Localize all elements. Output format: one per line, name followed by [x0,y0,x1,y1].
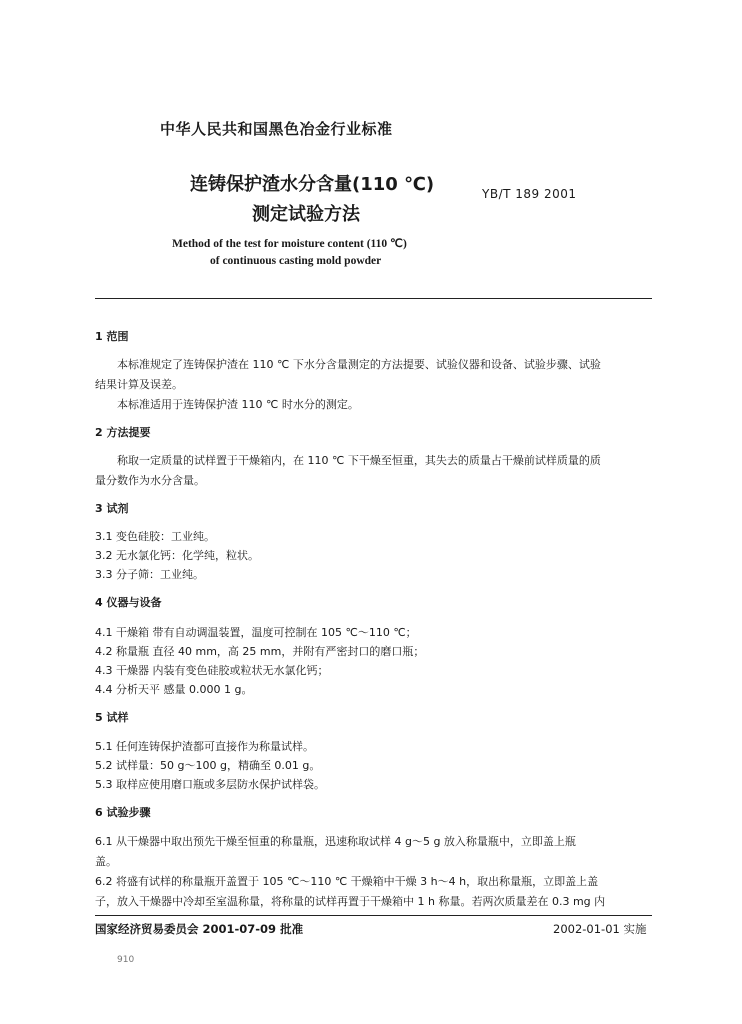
standard-number: YB/T 189 2001 [482,187,577,201]
section-4-heading: 4 仪器与设备 [95,596,162,609]
section-5-item: 5.3 取样应使用磨口瓶或多层防水保护试样袋。 [95,778,325,791]
footer-divider [95,915,652,916]
section-4-item: 4.2 称量瓶 直径 40 mm，高 25 mm，并附有严密封口的磨口瓶； [95,645,425,658]
section-2-paragraph-1: 称取一定质量的试样置于干燥箱内，在 110 ℃ 下干燥至恒重，其失去的质量占干燥前试样质量的质 [117,454,601,467]
section-4-item: 4.3 干燥器 内装有变色硅胶或粒状无水氯化钙； [95,664,329,677]
english-title-line1: Method of the test for moisture content (110 ℃) [172,238,407,250]
section-1-paragraph-2: 本标准适用于连铸保护渣 110 ℃ 时水分的测定。 [117,398,359,411]
section-5-heading: 5 试样 [95,711,129,724]
section-3-item: 3.1 变色硅胶：工业纯。 [95,530,215,543]
section-3-item: 3.2 无水氯化钙：化学纯，粒状。 [95,549,259,562]
section-4-item: 4.4 分析天平 感量 0.000 1 g。 [95,683,253,696]
section-3-heading: 3 试剂 [95,502,129,515]
section-6-2-paragraph: 6.2 将盛有试样的称量瓶开盖置于 105 ℃～110 ℃ 干燥箱中干燥 3 h～4 h，取出称量瓶，立即盖上盖 [95,875,599,888]
section-4-item: 4.1 干燥箱 带有自动调温装置，温度可控制在 105 ℃～110 ℃； [95,626,417,639]
section-6-2-paragraph-cont: 子，放入干燥器中冷却至室温称量，将称量的试样再置于干燥箱中 1 h 称量。若两次质量差在 0.3 mg 内 [95,895,606,908]
approval-date: 国家经济贸易委员会 2001-07-09 批准 [95,922,304,936]
section-1-paragraph-1: 本标准规定了连铸保护渣在 110 ℃ 下水分含量测定的方法提要、试验仪器和设备、试验步骤、试验 [117,358,601,371]
section-3-item: 3.3 分子筛：工业纯。 [95,568,204,581]
standard-org-title: 中华人民共和国黑色冶金行业标准 [160,120,393,138]
page-number: 910 [117,955,135,965]
section-1-paragraph-1-cont: 结果计算及误差。 [95,378,183,391]
section-6-1-paragraph-cont: 盖。 [95,855,117,868]
section-1-heading: 1 范围 [95,330,129,343]
section-6-1-paragraph: 6.1 从干燥器中取出预先干燥至恒重的称量瓶，迅速称取试样 4 g～5 g 放入称量瓶中，立即盖上瓶 [95,835,576,848]
header-divider [95,298,652,299]
section-6-heading: 6 试验步骤 [95,806,151,819]
document-title-line1: 连铸保护渣水分含量(110 ℃) [190,174,435,195]
section-2-paragraph-1-cont: 量分数作为水分含量。 [95,474,205,487]
document-title-line2: 测定试验方法 [252,204,360,225]
section-5-item: 5.1 任何连铸保护渣都可直接作为称量试样。 [95,740,314,753]
implementation-date: 2002-01-01 实施 [553,922,647,936]
section-2-heading: 2 方法提要 [95,426,151,439]
english-title-line2: of continuous casting mold powder [210,255,382,267]
section-5-item: 5.2 试样量：50 g～100 g，精确至 0.01 g。 [95,759,321,772]
